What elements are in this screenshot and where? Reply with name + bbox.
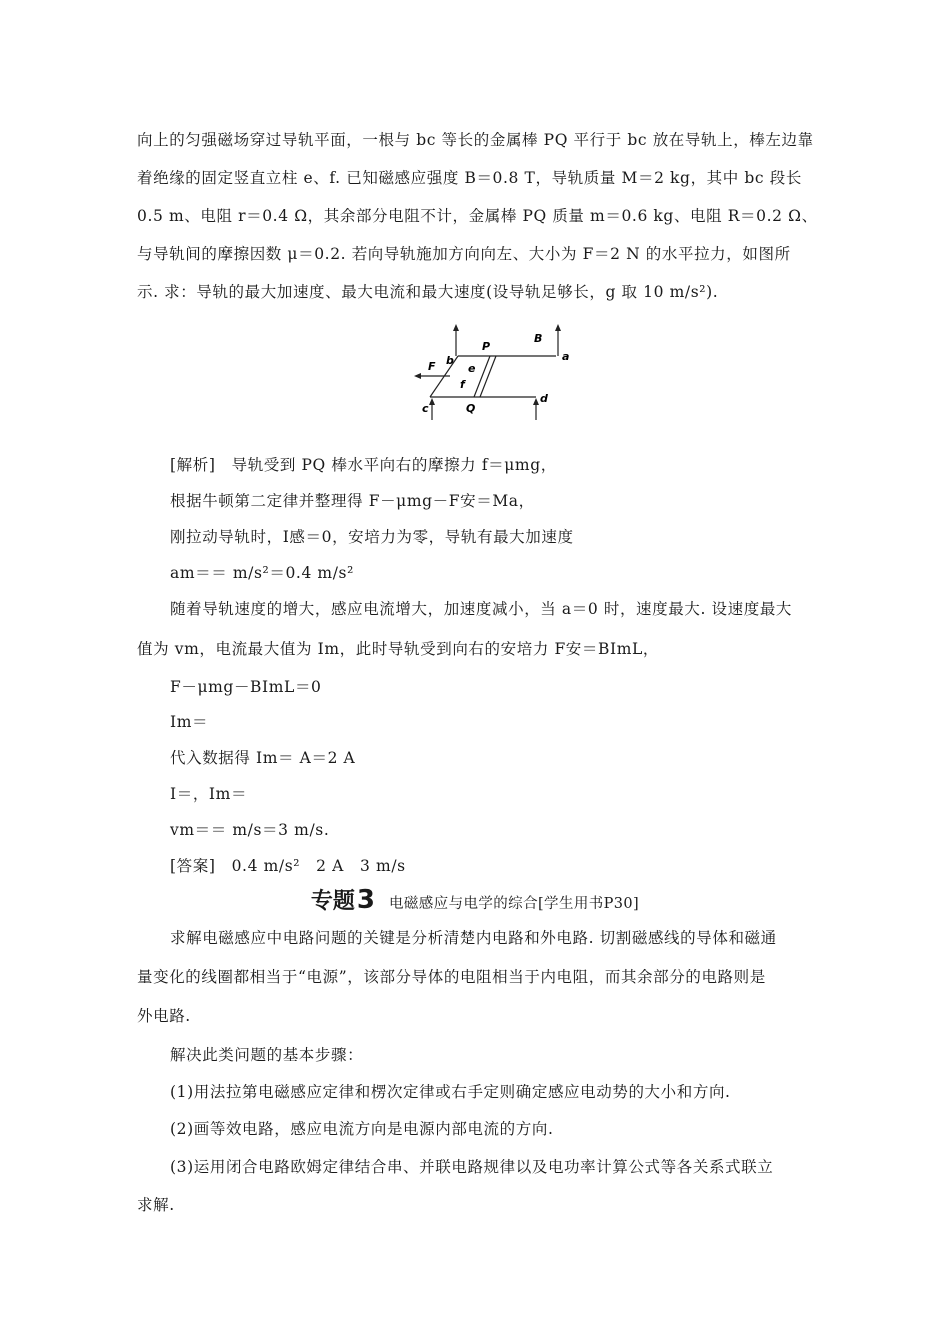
body-line-7: (3)运用闭合电路欧姆定律结合串、并联电路规律以及电功率计算公式等各关系式联立 — [170, 1158, 774, 1176]
label-e: e — [468, 362, 476, 375]
problem-line-2: 着绝缘的固定竖直立柱 e、f. 已知磁感应强度 B＝0.8 T，导轨质量 M＝2 kg，其中 bc 段长 — [137, 169, 802, 187]
problem-line-4: 与导轨间的摩擦因数 μ＝0.2. 若向导轨施加方向向左、大小为 F＝2 N 的水平拉力，如图所 — [137, 245, 791, 263]
solution-line-4: am＝＝ m/s²＝0.4 m/s² — [170, 564, 354, 582]
solution-line-6: 值为 vm，电流最大值为 Im，此时导轨受到向右的安培力 F安＝BImL， — [137, 640, 660, 658]
body-line-3: 外电路. — [137, 1007, 191, 1025]
solution-line-2: 根据牛顿第二定律并整理得 F－μmg－F安＝Ma， — [170, 492, 535, 510]
problem-line-1: 向上的匀强磁场穿过导轨平面，一根与 bc 等长的金属棒 PQ 平行于 bc 放在导轨上，棒左边靠 — [137, 131, 814, 149]
label-Q: Q — [466, 402, 476, 415]
problem-line-5: 示. 求：导轨的最大加速度、最大电流和最大速度(设导轨足够长，g 取 10 m/s²). — [137, 283, 719, 301]
solution-line-7: F－μmg－BImL＝0 — [170, 678, 322, 696]
section-title-prefix: 专题 — [310, 889, 355, 914]
body-line-4: 解决此类问题的基本步骤： — [170, 1046, 364, 1064]
body-line-6: (2)画等效电路，感应电流方向是电源内部电流的方向. — [170, 1120, 554, 1138]
body-line-2: 量变化的线圈都相当于“电源”，该部分导体的电阻相当于内电阻，而其余部分的电路则是 — [137, 968, 766, 986]
label-F: F — [428, 360, 436, 373]
label-P: P — [482, 340, 491, 353]
label-a: a — [562, 350, 570, 363]
solution-line-5: 随着导轨速度的增大，感应电流增大，加速度减小，当 a＝0 时，速度最大. 设速度最大 — [170, 600, 793, 618]
rail-diagram — [410, 322, 585, 427]
label-f: f — [460, 378, 465, 391]
label-c: c — [422, 402, 429, 415]
body-line-5: (1)用法拉第电磁感应定律和楞次定律或右手定则确定感应电动势的大小和方向. — [170, 1083, 731, 1101]
solution-line-3: 刚拉动导轨时，I感＝0，安培力为零，导轨有最大加速度 — [170, 528, 574, 546]
solution-line-1: [解析] 导轨受到 PQ 棒水平向右的摩擦力 f＝μmg， — [170, 456, 557, 474]
solution-line-9: 代入数据得 Im＝ A＝2 A — [170, 749, 356, 767]
label-d: d — [540, 392, 548, 405]
solution-line-10: I＝，Im＝ — [170, 785, 248, 803]
section-title-text: 电磁感应与电学的综合[学生用书P30] — [388, 896, 640, 912]
section-heading — [0, 884, 950, 915]
label-b: b — [446, 354, 454, 367]
body-line-8: 求解. — [137, 1196, 175, 1214]
body-line-1: 求解电磁感应中电路问题的关键是分析清楚内电路和外电路. 切割磁感线的导体和磁通 — [170, 929, 777, 947]
solution-line-8: Im＝ — [170, 713, 209, 731]
problem-line-3: 0.5 m、电阻 r＝0.4 Ω，其余部分电阻不计，金属棒 PQ 质量 m＝0.6 kg、电阻 R＝0.2 Ω、 — [137, 207, 818, 225]
answer-line: [答案] 0.4 m/s² 2 A 3 m/s — [170, 857, 406, 875]
section-title-number: 3 — [356, 885, 375, 915]
label-B: B — [534, 332, 543, 345]
solution-line-11: vm＝＝ m/s＝3 m/s. — [170, 821, 330, 839]
